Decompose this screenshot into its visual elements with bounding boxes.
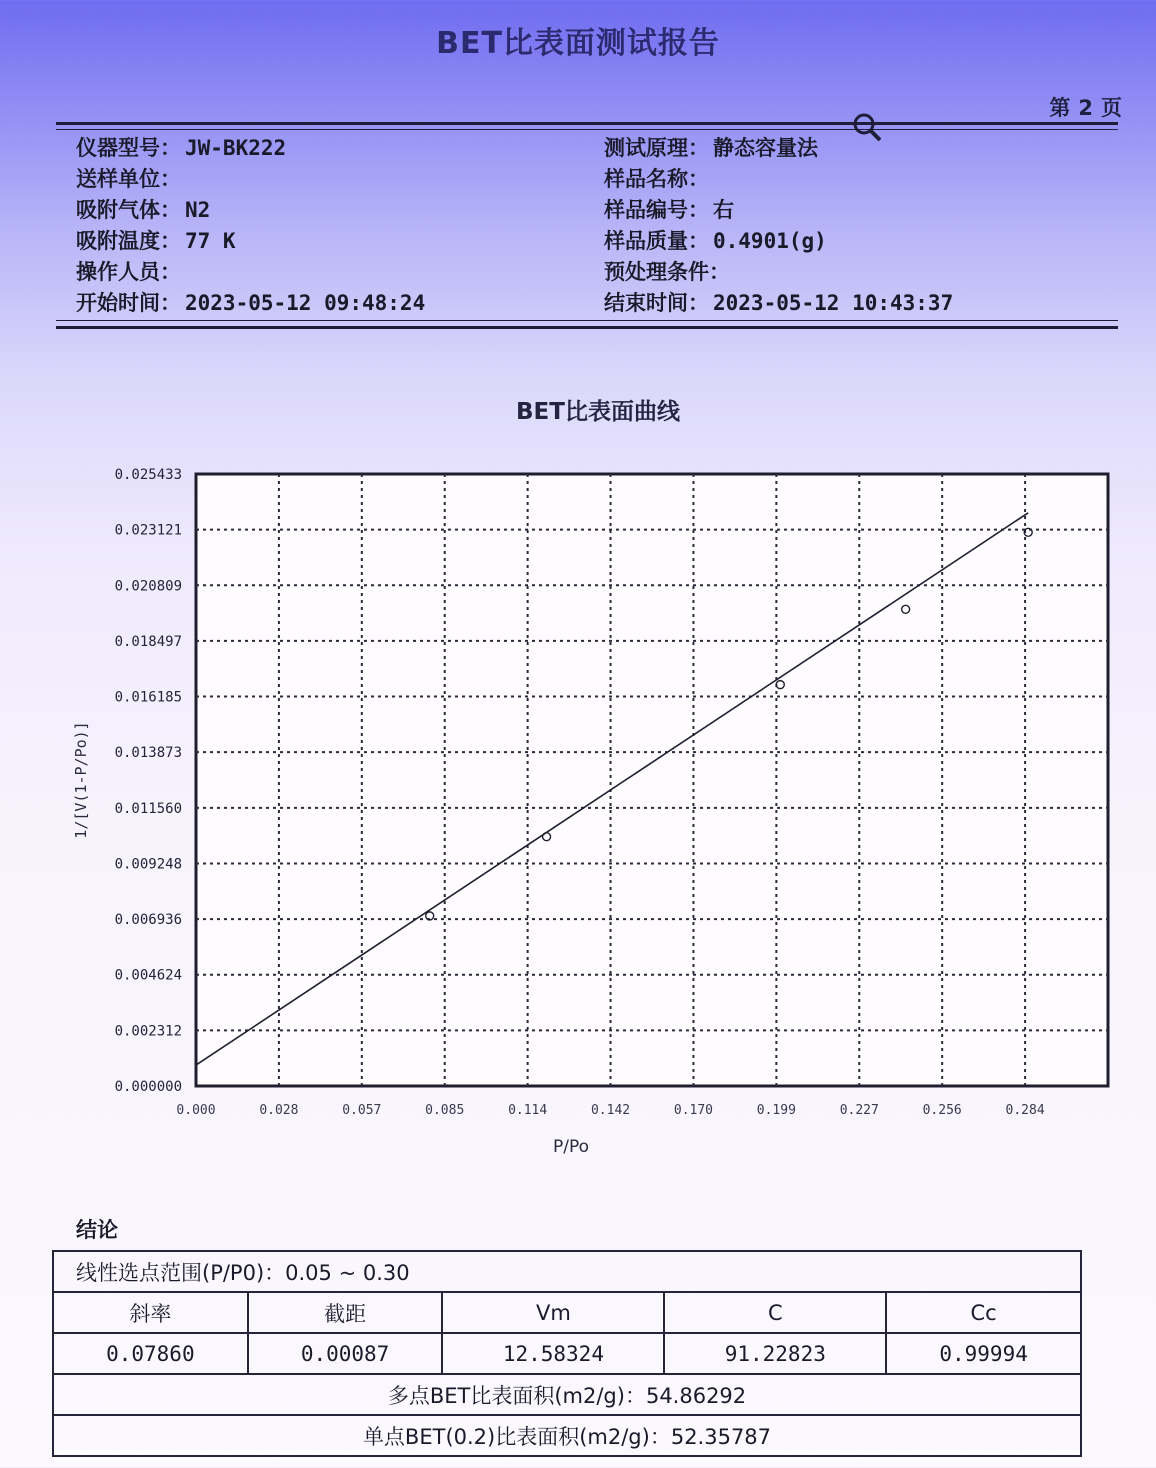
info-label: 仪器型号： bbox=[76, 136, 181, 160]
info-label: 预处理条件： bbox=[604, 260, 730, 284]
info-row bbox=[76, 163, 1126, 193]
info-row bbox=[76, 194, 1126, 224]
info-label: 开始时间： bbox=[76, 291, 181, 315]
info-label: 吸附温度： bbox=[76, 229, 181, 253]
x-tick-label: 0.028 bbox=[259, 1103, 299, 1118]
report-title: BET比表面测试报告 bbox=[436, 26, 720, 61]
info-field bbox=[604, 287, 953, 317]
info-field bbox=[604, 256, 734, 286]
page-number-value: 2 bbox=[1078, 96, 1093, 120]
y-tick-label: 0.004624 bbox=[114, 967, 182, 984]
table-row bbox=[53, 1333, 1081, 1374]
x-tick-label: 0.000 bbox=[176, 1103, 216, 1118]
table-row bbox=[53, 1251, 1081, 1292]
info-field bbox=[604, 163, 713, 193]
x-tick-label: 0.284 bbox=[1005, 1103, 1045, 1118]
chart-title: BET比表面曲线 bbox=[516, 399, 680, 425]
info-value: 静态容量法 bbox=[713, 136, 818, 160]
info-value: 2023-05-12 10:43:37 bbox=[713, 291, 954, 315]
info-label: 样品编号： bbox=[604, 198, 709, 222]
x-axis-label: P/Po bbox=[552, 1137, 590, 1157]
y-tick-label: 0.016185 bbox=[114, 689, 182, 706]
y-tick-label: 0.006936 bbox=[114, 912, 182, 929]
info-field bbox=[76, 132, 286, 162]
info-label: 结束时间： bbox=[604, 291, 709, 315]
info-label: 样品质量： bbox=[604, 229, 709, 253]
y-tick-label: 0.020809 bbox=[114, 578, 182, 595]
y-axis-label: 1/[V(1-P/Po)] bbox=[72, 721, 90, 839]
x-tick-label: 0.199 bbox=[756, 1103, 796, 1118]
info-row bbox=[76, 225, 1126, 255]
info-row bbox=[76, 287, 1126, 317]
y-tick-label: 0.013873 bbox=[114, 745, 182, 762]
linear-range: 线性选点范围(P/P0)：0.05 ~ 0.30 bbox=[53, 1251, 1081, 1292]
y-tick-label: 0.000000 bbox=[114, 1079, 182, 1095]
info-field bbox=[76, 194, 210, 224]
page-suffix: 页 bbox=[1101, 96, 1122, 120]
info-row bbox=[76, 256, 1126, 286]
value-c: 91.22823 bbox=[664, 1333, 886, 1374]
x-tick-label: 0.114 bbox=[508, 1103, 548, 1118]
y-tick-label: 0.009248 bbox=[114, 856, 182, 873]
result-table bbox=[52, 1250, 1082, 1457]
info-value: 2023-05-12 09:48:24 bbox=[185, 291, 426, 315]
x-tick-label: 0.170 bbox=[673, 1103, 714, 1118]
info-field bbox=[604, 225, 827, 255]
y-tick-label: 0.002312 bbox=[114, 1023, 182, 1040]
x-tick-label: 0.227 bbox=[839, 1103, 879, 1118]
info-rule-thick bbox=[56, 326, 1118, 329]
col-header-intercept: 截距 bbox=[248, 1292, 443, 1333]
info-field bbox=[604, 194, 734, 224]
col-header-vm: Vm bbox=[442, 1292, 664, 1333]
info-row bbox=[76, 132, 1126, 162]
col-header-c: C bbox=[664, 1292, 886, 1333]
col-header-cc: Cc bbox=[886, 1292, 1081, 1333]
info-value: JW-BK222 bbox=[185, 136, 287, 160]
value-cc: 0.99994 bbox=[886, 1333, 1081, 1374]
value-intercept: 0.00087 bbox=[248, 1333, 443, 1374]
info-label: 吸附气体： bbox=[76, 198, 181, 222]
conclusion-label: 结论 bbox=[76, 1218, 118, 1242]
table-row bbox=[53, 1292, 1081, 1333]
info-label: 样品名称： bbox=[604, 167, 709, 191]
x-tick-label: 0.057 bbox=[342, 1103, 382, 1118]
info-label: 测试原理： bbox=[604, 136, 709, 160]
table-row bbox=[53, 1374, 1081, 1415]
info-field bbox=[76, 256, 185, 286]
y-tick-label: 0.018497 bbox=[114, 633, 182, 650]
header-rule-thick bbox=[56, 122, 1118, 125]
info-value: 77 K bbox=[185, 229, 236, 253]
page-number bbox=[1049, 92, 1122, 122]
x-tick-label: 0.142 bbox=[590, 1103, 631, 1118]
page-prefix: 第 bbox=[1049, 96, 1071, 120]
info-label: 操作人员： bbox=[76, 260, 181, 284]
table-row bbox=[53, 1415, 1081, 1456]
y-tick-label: 0.023121 bbox=[114, 522, 182, 539]
info-field bbox=[76, 287, 425, 317]
info-rule-thin bbox=[56, 320, 1118, 321]
value-slope: 0.07860 bbox=[53, 1333, 248, 1374]
info-field bbox=[604, 132, 818, 162]
info-field bbox=[76, 225, 236, 255]
y-tick-label: 0.025433 bbox=[114, 467, 182, 483]
info-value: 0.4901(g) bbox=[713, 229, 827, 253]
single-point-bet: 单点BET(0.2)比表面积(m2/g)：52.35787 bbox=[53, 1415, 1081, 1456]
plot-area bbox=[196, 474, 1108, 1086]
info-label: 送样单位： bbox=[76, 167, 181, 191]
info-value: 右 bbox=[713, 198, 734, 222]
header-rule-thin bbox=[56, 129, 1118, 130]
info-field bbox=[76, 163, 185, 193]
x-tick-label: 0.085 bbox=[425, 1103, 465, 1118]
y-tick-label: 0.011560 bbox=[114, 800, 182, 817]
bet-chart bbox=[0, 440, 1156, 1180]
multi-point-bet: 多点BET比表面积(m2/g)：54.86292 bbox=[53, 1374, 1081, 1415]
x-tick-label: 0.256 bbox=[922, 1103, 962, 1118]
value-vm: 12.58324 bbox=[442, 1333, 664, 1374]
col-header-slope: 斜率 bbox=[53, 1292, 248, 1333]
info-value: N2 bbox=[185, 198, 211, 222]
